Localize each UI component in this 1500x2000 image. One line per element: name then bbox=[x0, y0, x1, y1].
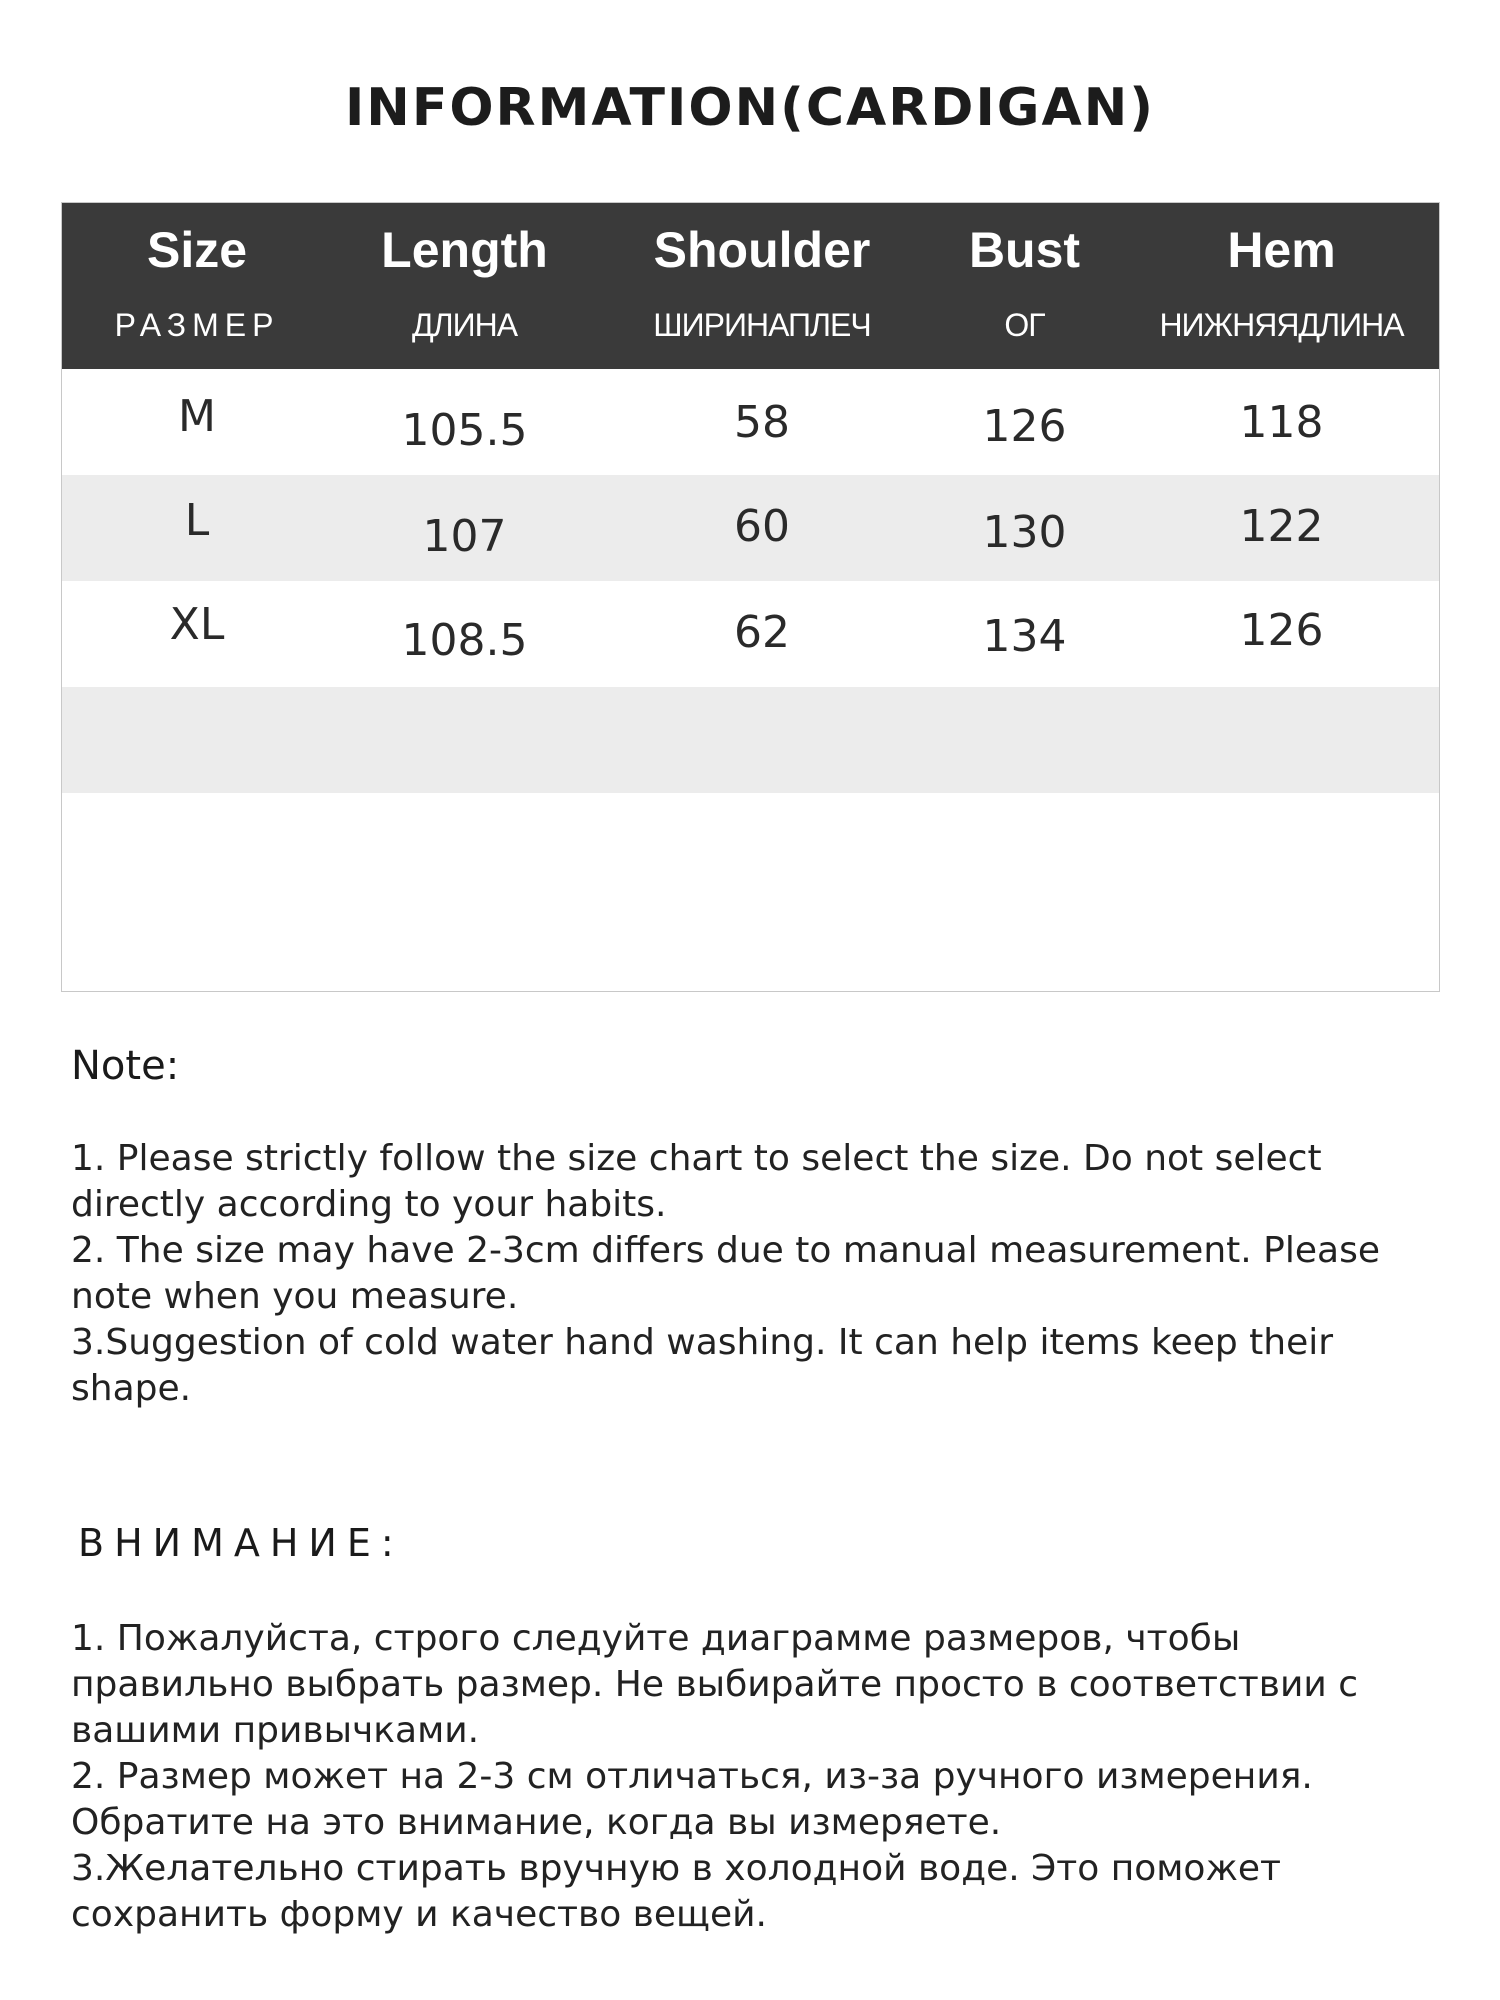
header-bust-en: Bust bbox=[968, 222, 1081, 278]
attention-item-3: 3.Желательно стирать вручную в холодной воде. Это поможет сохранить форму и качество вещей. bbox=[71, 1848, 1281, 1935]
cell-length: 107 bbox=[422, 511, 507, 562]
note-item-1: 1. Please strictly follow the size chart to select the size. Do not select directly according to your habits. bbox=[71, 1138, 1322, 1225]
header-hem bbox=[1122, 203, 1441, 369]
header-length bbox=[332, 203, 597, 369]
header-bust-ru: ОГ bbox=[1004, 307, 1045, 343]
cell-shoulder: 58 bbox=[734, 397, 790, 448]
cell-length: 108.5 bbox=[401, 615, 528, 666]
cell-size: L bbox=[184, 495, 210, 546]
attention-heading: ВНИМАНИЕ: bbox=[78, 1521, 404, 1565]
header-length-en: Length bbox=[381, 222, 548, 278]
cell-bust: 134 bbox=[982, 611, 1067, 662]
header-size bbox=[62, 203, 332, 369]
header-size-ru: РАЗМЕР bbox=[114, 307, 280, 343]
cell-bust: 126 bbox=[982, 401, 1067, 452]
table-header bbox=[62, 203, 1439, 369]
cell-shoulder: 60 bbox=[734, 501, 790, 552]
empty-row bbox=[62, 687, 1439, 793]
header-shoulder-en: Shoulder bbox=[653, 222, 871, 278]
cell-length: 105.5 bbox=[401, 405, 528, 456]
cell-hem: 118 bbox=[1239, 397, 1324, 448]
page-title: INFORMATION(CARDIGAN) bbox=[344, 78, 1156, 138]
header-hem-ru: НИЖНЯЯДЛИНА bbox=[1159, 307, 1404, 343]
cell-hem: 126 bbox=[1239, 605, 1324, 656]
attention-item-2: 2. Размер может на 2-3 см отличаться, из-за ручного измерения. Обратите на это внимание, когда вы измеряете. bbox=[71, 1756, 1313, 1843]
note-item-3: 3.Suggestion of cold water hand washing. It can help items keep their shape. bbox=[71, 1322, 1334, 1409]
table-row bbox=[62, 581, 1439, 687]
cell-bust: 130 bbox=[982, 507, 1067, 558]
table-row bbox=[62, 475, 1439, 581]
cell-size: M bbox=[178, 391, 216, 442]
cell-shoulder: 62 bbox=[734, 607, 790, 658]
header-hem-en: Hem bbox=[1227, 222, 1336, 278]
attention-item-1: 1. Пожалуйста, строго следуйте диаграмме размеров, чтобы правильно выбрать размер. Не выбирайте просто в соответствии с вашими привычками. bbox=[71, 1618, 1359, 1751]
size-table bbox=[61, 202, 1440, 992]
note-heading: Note: bbox=[71, 1043, 180, 1089]
header-shoulder bbox=[597, 203, 927, 369]
header-size-en: Size bbox=[146, 222, 248, 278]
header-shoulder-ru: ШИРИНАПЛЕЧ bbox=[653, 307, 871, 343]
header-bust bbox=[927, 203, 1122, 369]
table-row bbox=[62, 369, 1439, 475]
cell-hem: 122 bbox=[1239, 501, 1324, 552]
note-item-2: 2. The size may have 2-3cm differs due to manual measurement. Please note when you measure. bbox=[71, 1230, 1380, 1317]
header-length-ru: ДЛИНА bbox=[411, 307, 518, 343]
cell-size: XL bbox=[169, 599, 225, 650]
